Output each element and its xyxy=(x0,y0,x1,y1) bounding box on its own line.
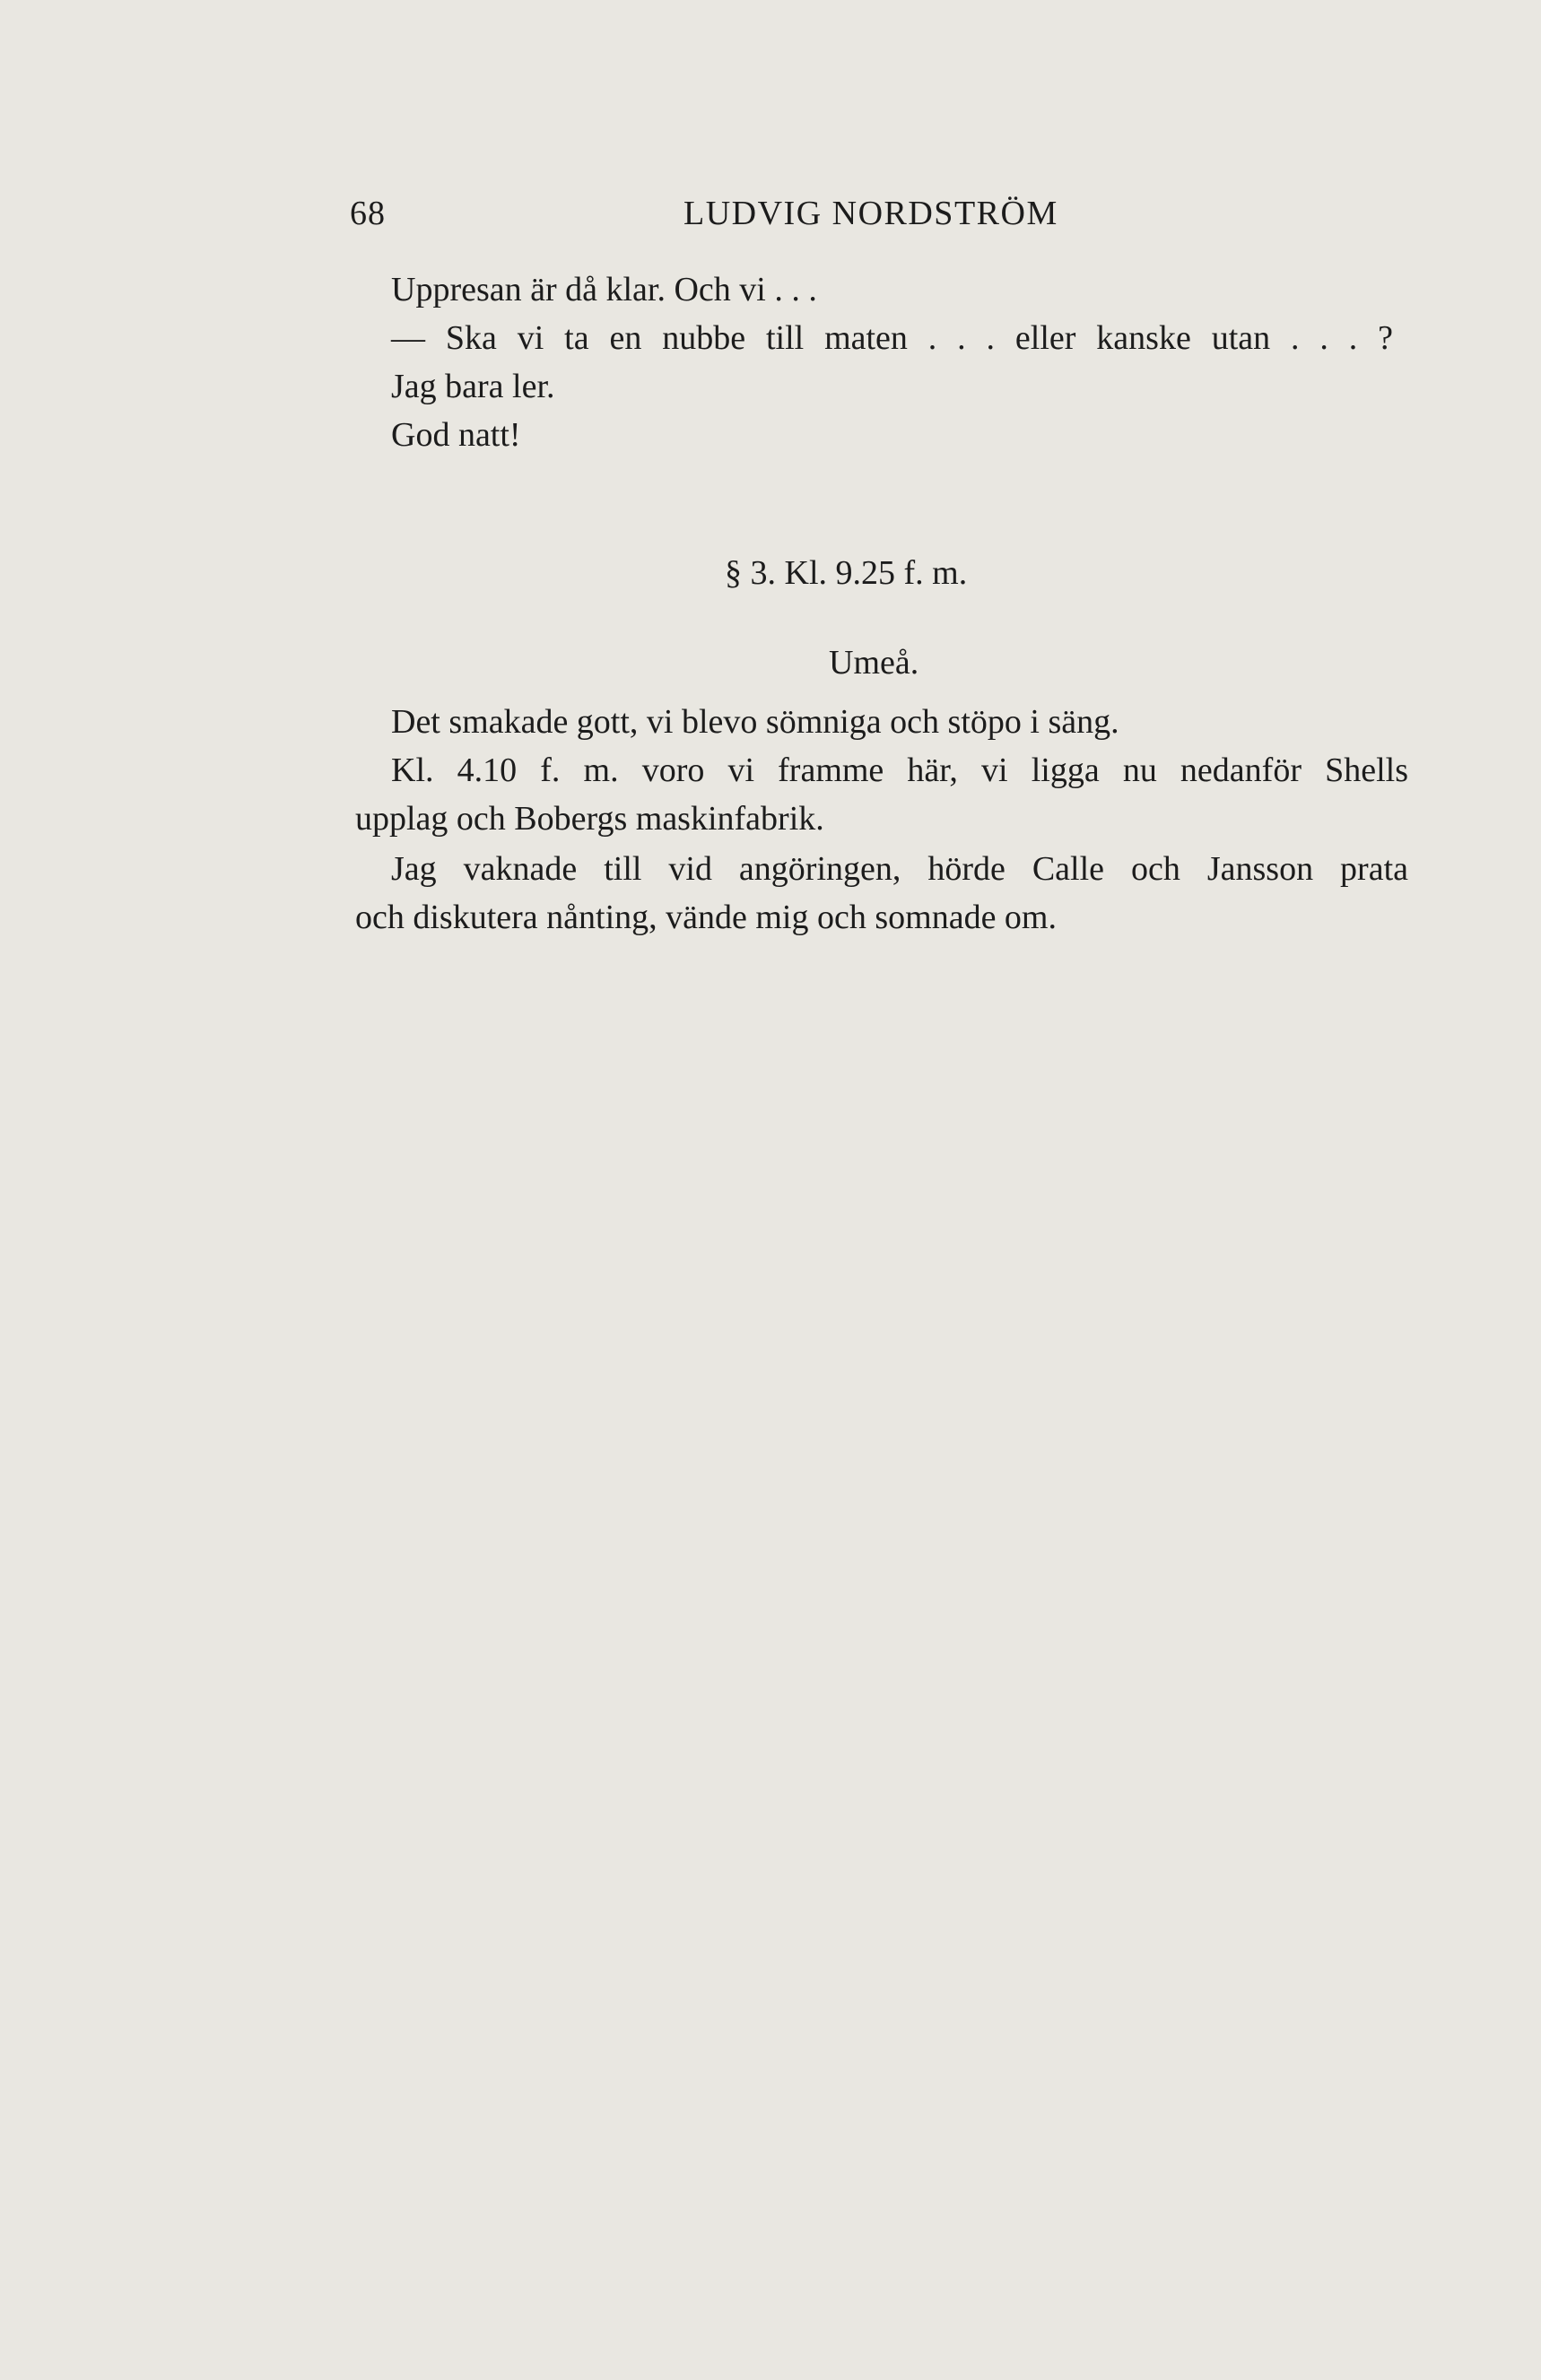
running-title: LUDVIG NORDSTRÖM xyxy=(683,195,1058,232)
text-line: Uppresan är då klar. Och vi . . . xyxy=(391,271,817,308)
paragraph-line: Det smakade gott, vi blevo sömniga och stöpo i säng. xyxy=(391,703,1119,741)
text-line: God natt! xyxy=(391,416,521,454)
paragraph-line: Kl. 4.10 f. m. voro vi framme här, vi ligga nu nedanför Shells xyxy=(391,751,1408,789)
text-line: — Ska vi ta en nubbe till maten . . . eller kanske utan . . . ? xyxy=(391,319,1393,357)
paragraph-line: Jag vaknade till vid angöringen, hörde Calle och Jansson prata xyxy=(391,850,1408,888)
page-number: 68 xyxy=(350,195,386,232)
section-heading: § 3. Kl. 9.25 f. m. xyxy=(725,554,968,592)
paragraph-line: upplag och Bobergs maskinfabrik. xyxy=(355,800,824,838)
running-head xyxy=(350,194,1076,244)
place-heading: Umeå. xyxy=(829,644,919,682)
text-line: Jag bara ler. xyxy=(391,368,555,405)
paragraph-line: och diskutera nånting, vände mig och somnade om. xyxy=(355,899,1057,936)
